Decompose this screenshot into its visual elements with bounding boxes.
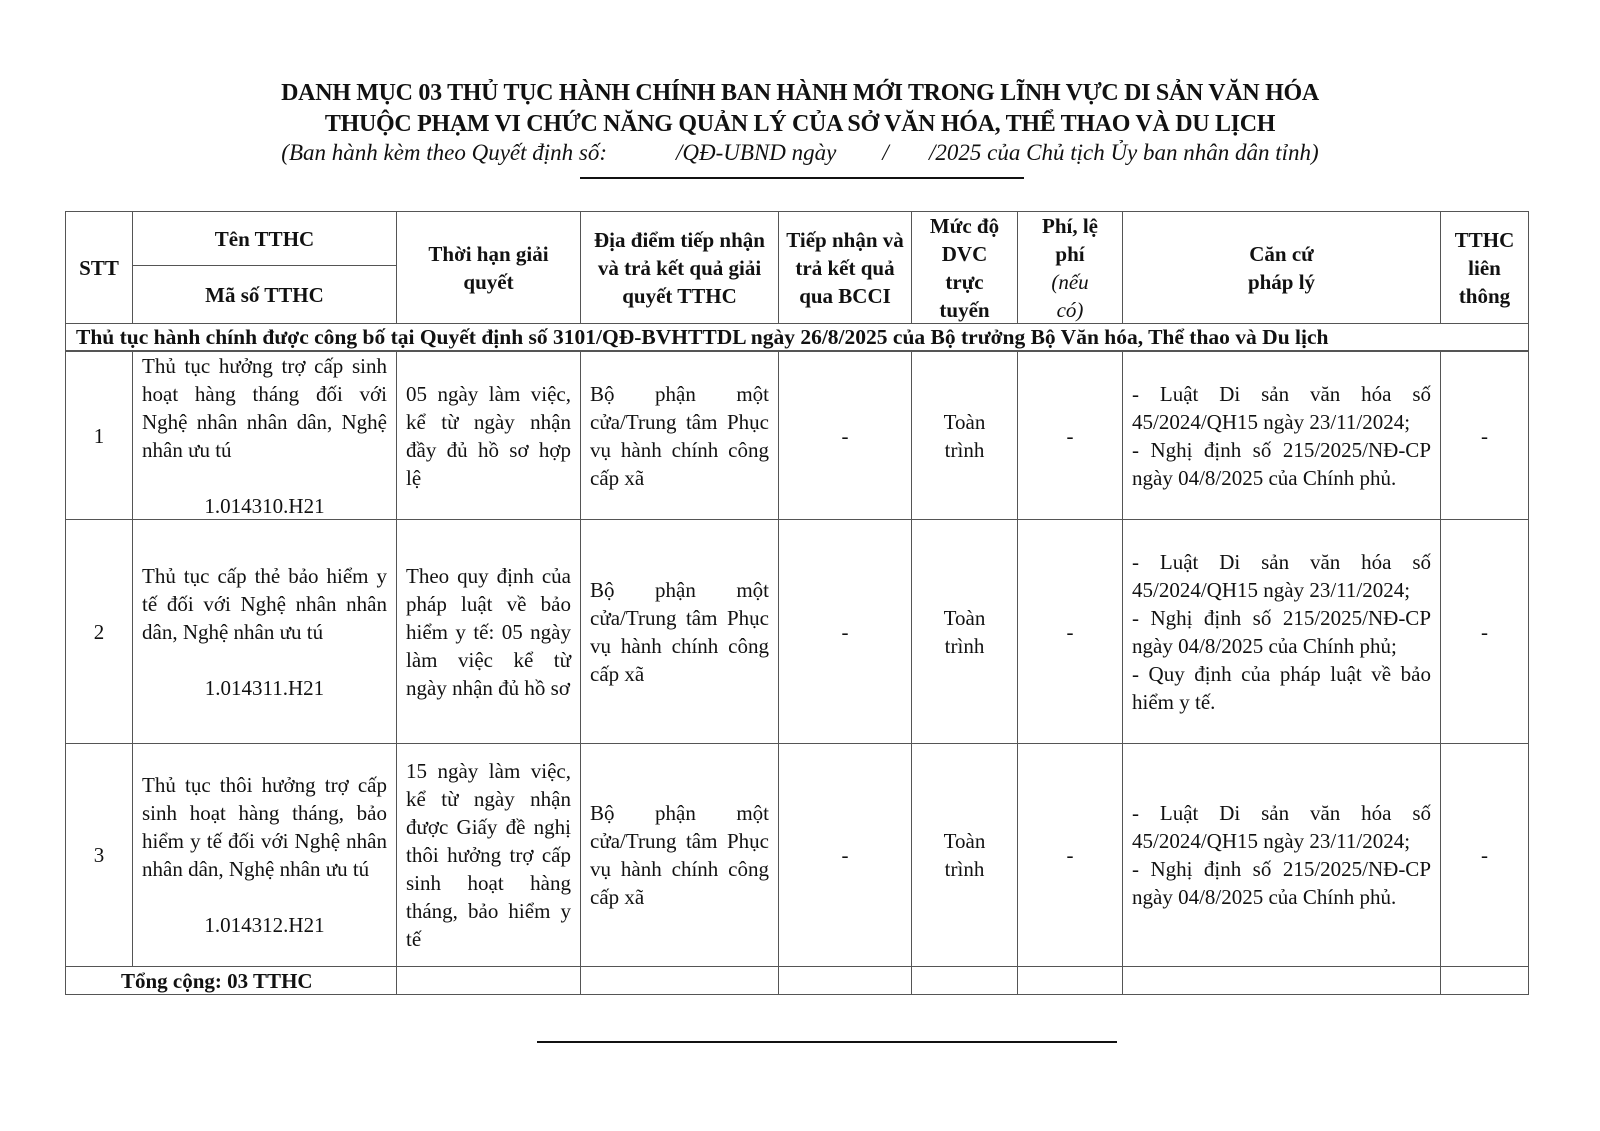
cell-dia-diem — [580, 351, 779, 520]
legal-basis-item: - Luật Di sản văn hóa số 45/2024/QH15 ngày 23/11/2024; — [1132, 801, 1431, 853]
processing-time: 05 ngày làm việc, kể từ ngày nhận đầy đủ hồ sơ hợp lệ — [406, 381, 571, 490]
header-ten-tthc: Tên TTHC — [132, 211, 397, 266]
header-stt: STT — [65, 211, 133, 324]
header-phi-note: (nếu có) — [1051, 269, 1089, 322]
header-phi — [1017, 211, 1123, 324]
receiving-location: Bộ phận một cửa/Trung tâm Phục vụ hành chính công cấp xã — [590, 801, 769, 909]
header-dia-diem: Địa điểm tiếp nhận và trả kết quả giải quyết TTHC — [580, 211, 779, 324]
cell-phi: - — [1017, 519, 1123, 744]
procedure-name: Thủ tục thôi hưởng trợ cấp sinh hoạt hàng tháng, bảo hiểm y tế đối với Nghệ nhân nhân dân, Nghệ nhân ưu tú — [142, 773, 387, 881]
receiving-location: Bộ phận một cửa/Trung tâm Phục vụ hành chính công cấp xã — [590, 577, 769, 686]
total-empty-cell — [396, 966, 581, 995]
legal-basis-item: - Luật Di sản văn hóa số 45/2024/QH15 ngày 23/11/2024; — [1132, 381, 1431, 434]
procedure-code: 1.014310.H21 — [204, 493, 325, 518]
cell-ten-tthc — [132, 519, 397, 744]
cell-lien-thong: - — [1440, 743, 1529, 967]
legal-basis-item: - Nghị định số 215/2025/NĐ-CP ngày 04/8/2025 của Chính phủ. — [1132, 857, 1431, 909]
header-phi-label: Phí, lệ phí — [1042, 213, 1098, 266]
cell-dia-diem — [580, 519, 779, 744]
total-empty-cell — [1017, 966, 1123, 995]
legal-basis-item: - Quy định của pháp luật về bảo hiểm y tế. — [1132, 661, 1431, 714]
document-title-line-2: THUỘC PHẠM VI CHỨC NĂNG QUẢN LÝ CỦA SỞ VĂN HÓA, THỂ THAO VÀ DU LỊCH — [324, 111, 1276, 137]
procedure-name: Thủ tục cấp thẻ bảo hiểm y tế đối với Nghệ nhân nhân dân, Nghệ nhân ưu tú — [142, 563, 387, 644]
cell-can-cu — [1122, 351, 1441, 520]
cell-thoi-han — [396, 743, 581, 967]
header-ma-so: Mã số TTHC — [132, 265, 397, 324]
cell-thoi-han — [396, 351, 581, 520]
cell-stt: 1 — [65, 351, 133, 520]
cell-dia-diem — [580, 743, 779, 967]
cell-muc-do: Toàn trình — [911, 519, 1018, 744]
document-title-line-1: DANH MỤC 03 THỦ TỤC HÀNH CHÍNH BAN HÀNH MỚI TRONG LĨNH VỰC DI SẢN VĂN HÓA — [281, 80, 1319, 106]
receiving-location: Bộ phận một cửa/Trung tâm Phục vụ hành chính công cấp xã — [590, 381, 769, 490]
cell-lien-thong: - — [1440, 351, 1529, 520]
cell-stt: 3 — [65, 743, 133, 967]
header-lien-thong: TTHC liên thông — [1440, 211, 1529, 324]
cell-bcci: - — [778, 351, 912, 520]
total-empty-cell — [1122, 966, 1441, 995]
total-empty-cell — [580, 966, 779, 995]
total-empty-cell — [1440, 966, 1529, 995]
cell-phi: - — [1017, 743, 1123, 967]
legal-basis-item: - Nghị định số 215/2025/NĐ-CP ngày 04/8/2025 của Chính phủ; — [1132, 605, 1431, 658]
processing-time: Theo quy định của pháp luật về bảo hiểm y tế: 05 ngày làm việc kể từ ngày nhận đủ hồ sơ — [406, 563, 571, 700]
procedure-name: Thủ tục hưởng trợ cấp sinh hoạt hàng tháng đối với Nghệ nhân nhân dân, Nghệ nhân ưu tú — [142, 353, 387, 462]
title-underline — [580, 177, 1024, 179]
header-thoi-han: Thời hạn giải quyết — [396, 211, 581, 324]
legal-basis-item: - Luật Di sản văn hóa số 45/2024/QH15 ngày 23/11/2024; — [1132, 549, 1431, 602]
cell-bcci: - — [778, 519, 912, 744]
footer-rule — [537, 1041, 1117, 1043]
cell-can-cu — [1122, 519, 1441, 744]
total-empty-cell — [911, 966, 1018, 995]
header-bcci: Tiếp nhận và trả kết quả qua BCCI — [778, 211, 912, 324]
cell-muc-do: Toàn trình — [911, 743, 1018, 967]
cell-ten-tthc — [132, 351, 397, 520]
processing-time: 15 ngày làm việc, kể từ ngày nhận được Giấy đề nghị thôi hưởng trợ cấp sinh hoạt hàng tháng, bảo hiểm y tế — [406, 759, 571, 951]
document-subtitle: (Ban hành kèm theo Quyết định số: /QĐ-UBND ngày / /2025 của Chủ tịch Ủy ban nhân dân tỉnh) — [281, 140, 1319, 165]
total-empty-cell — [778, 966, 912, 995]
legal-basis-item: - Nghị định số 215/2025/NĐ-CP ngày 04/8/2025 của Chính phủ. — [1132, 437, 1431, 490]
cell-ten-tthc — [132, 743, 397, 967]
procedure-code: 1.014312.H21 — [204, 913, 325, 937]
cell-muc-do: Toàn trình — [911, 351, 1018, 520]
cell-bcci: - — [778, 743, 912, 967]
section-row: Thủ tục hành chính được công bố tại Quyết định số 3101/QĐ-BVHTTDL ngày 26/8/2025 của Bộ trưởng Bộ Văn hóa, Thể thao và Du lịch — [65, 323, 1529, 352]
header-can-cu: Căn cứ pháp lý — [1122, 211, 1441, 324]
cell-phi: - — [1017, 351, 1123, 520]
cell-stt: 2 — [65, 519, 133, 744]
cell-lien-thong: - — [1440, 519, 1529, 744]
procedure-code: 1.014311.H21 — [204, 675, 325, 700]
header-muc-do: Mức độ DVC trực tuyến — [911, 211, 1018, 324]
total-label: Tổng cộng: 03 TTHC — [65, 966, 397, 995]
cell-can-cu — [1122, 743, 1441, 967]
cell-thoi-han — [396, 519, 581, 744]
